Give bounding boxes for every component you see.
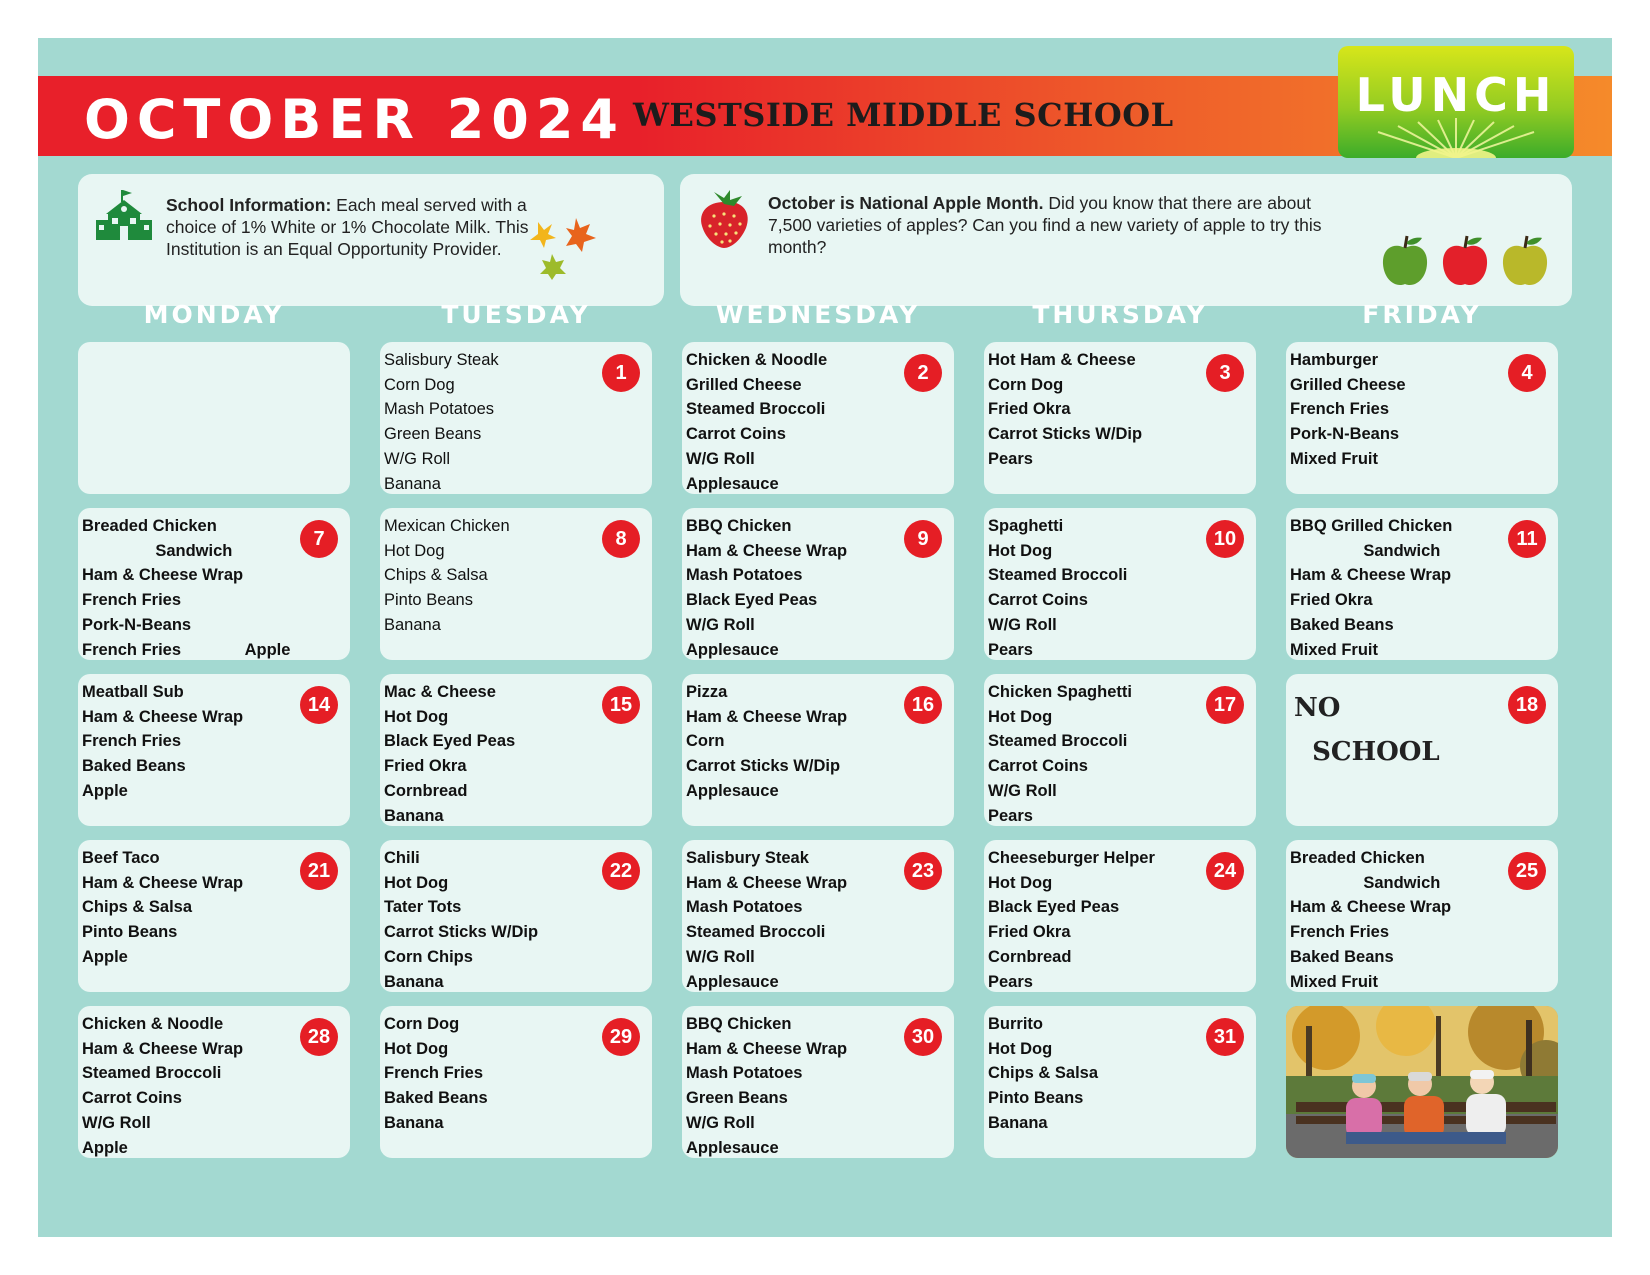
menu-item: Carrot Coins (82, 1089, 182, 1108)
menu-item: Black Eyed Peas (988, 898, 1120, 917)
day-cell-17 (984, 674, 1256, 826)
lunch-badge (1338, 46, 1574, 158)
menu-item: Carrot Coins (988, 591, 1088, 610)
menu-item: Corn (686, 732, 725, 751)
menu-item: W/G Roll (82, 1113, 151, 1132)
menu-item: Pears (988, 640, 1033, 659)
menu-item: Beef Taco (82, 849, 160, 867)
menu-items-list (384, 1012, 488, 1136)
menu-item: Corn Dog (384, 375, 455, 394)
menu-item: Fried Okra (988, 923, 1071, 942)
menu-item: Pizza (686, 683, 728, 701)
menu-item: Carrot Sticks W/Dip (988, 425, 1143, 444)
date-badge: 23 (904, 852, 942, 890)
menu-items-list (1290, 348, 1406, 472)
school-info-lead: School Information: (166, 195, 332, 215)
menu-item: W/G Roll (988, 615, 1057, 634)
menu-item: BBQ Grilled Chicken (1290, 517, 1453, 535)
menu-item: Banana (384, 1113, 444, 1132)
menu-item: Banana (988, 1113, 1048, 1132)
month-title: OCTOBER 2024 (84, 88, 625, 151)
date-badge: 8 (602, 520, 640, 558)
date-badge: 30 (904, 1018, 942, 1056)
day-header-thursday: THURSDAY (1032, 300, 1208, 329)
menu-item: Ham & Cheese Wrap (1290, 566, 1452, 585)
menu-item: Corn Dog (384, 1015, 460, 1033)
menu-item: Pears (988, 972, 1033, 991)
menu-item: W/G Roll (988, 781, 1057, 800)
school-info-body: Each meal served with a choice of 1% White or 1% Chocolate Milk. This Institution is an Equal Opportunity Provider. (166, 195, 529, 259)
date-badge: 16 (904, 686, 942, 724)
strawberry-icon (694, 188, 754, 250)
date-badge: 22 (602, 852, 640, 890)
menu-item: Hot Dog (384, 1039, 449, 1058)
menu-item: Mixed Fruit (1290, 972, 1379, 991)
menu-item: Ham & Cheese Wrap (82, 873, 244, 892)
menu-item: Ham & Cheese Wrap (82, 707, 244, 726)
menu-item: Hot Ham & Cheese (988, 351, 1136, 369)
date-badge: 2 (904, 354, 942, 392)
no-school-text: SCHOOL (1294, 737, 1440, 767)
date-badge: 15 (602, 686, 640, 724)
menu-items-list (82, 1012, 243, 1158)
menu-items-list (82, 846, 243, 970)
menu-item: Applesauce (686, 474, 779, 493)
menu-item: Pork-N-Beans (1290, 425, 1400, 444)
date-badge: 28 (300, 1018, 338, 1056)
menu-item: Pinto Beans (384, 591, 473, 610)
day-cell-31 (984, 1006, 1256, 1158)
kids-park-photo (1286, 1006, 1558, 1158)
menu-item: Pinto Beans (82, 923, 178, 942)
date-badge: 25 (1508, 852, 1546, 890)
menu-item: Mac & Cheese (384, 683, 496, 701)
menu-item: Mixed Fruit (1290, 640, 1379, 659)
menu-item: Baked Beans (82, 757, 186, 776)
day-cell-24 (984, 840, 1256, 992)
day-cell-16 (682, 674, 954, 826)
menu-item: French Fries (1290, 923, 1390, 942)
menu-item: Hot Dog (384, 873, 449, 892)
menu-item: French Fries (82, 732, 182, 751)
no-school-notice (1294, 686, 1440, 774)
menu-item: Green Beans (384, 425, 482, 444)
autumn-leaves-icon (528, 216, 598, 280)
date-badge: 21 (300, 852, 338, 890)
school-info-box (78, 174, 664, 306)
menu-item: Pinto Beans (988, 1089, 1084, 1108)
menu-item: Hot Dog (384, 707, 449, 726)
menu-item: Pears (988, 806, 1033, 825)
school-name: WESTSIDE MIDDLE SCHOOL (633, 96, 1174, 134)
menu-item: Ham & Cheese Wrap (686, 541, 848, 560)
menu-items-list (384, 846, 538, 992)
date-badge: 1 (602, 354, 640, 392)
menu-item: Applesauce (686, 972, 779, 991)
menu-items-list (686, 680, 847, 804)
menu-item: Steamed Broccoli (988, 566, 1128, 585)
menu-items-list (686, 1012, 847, 1158)
menu-item: Breaded Chicken (82, 517, 217, 535)
menu-item: Applesauce (686, 1138, 779, 1157)
day-cell-14 (78, 674, 350, 826)
menu-item: Green Beans (686, 1089, 788, 1108)
day-cell-21 (78, 840, 350, 992)
menu-item: Chicken Spaghetti (988, 683, 1132, 701)
day-cell-11 (1286, 508, 1558, 660)
menu-item: Apple (82, 1138, 128, 1157)
menu-item: Chicken & Noodle (686, 351, 828, 369)
menu-items-list (988, 846, 1155, 992)
green-apple-icon (1380, 234, 1430, 288)
day-header-tuesday: TUESDAY (441, 300, 591, 329)
day-cell-28 (78, 1006, 350, 1158)
apple-month-box (680, 174, 1572, 306)
menu-item: BBQ Chicken (686, 517, 792, 535)
menu-item: Mash Potatoes (686, 566, 803, 585)
menu-item: Chicken & Noodle (82, 1015, 224, 1033)
empty-day-cell (78, 342, 350, 494)
menu-items-list (384, 348, 499, 494)
lunch-label: LUNCH (1355, 68, 1557, 122)
menu-item: Pork-N-Beans (82, 615, 192, 634)
date-badge: 3 (1206, 354, 1244, 392)
menu-item: Carrot Sticks W/Dip (384, 923, 539, 942)
menu-item: French Fries (82, 591, 182, 610)
menu-item: Sandwich (1290, 541, 1441, 560)
menu-item: Chips & Salsa (988, 1064, 1099, 1083)
menu-item: W/G Roll (686, 947, 755, 966)
date-badge: 10 (1206, 520, 1244, 558)
menu-item: Hot Dog (384, 541, 445, 560)
day-cell-18 (1286, 674, 1558, 826)
day-header-friday: FRIDAY (1362, 300, 1482, 329)
menu-item: Hot Dog (988, 873, 1053, 892)
apple-month-lead: October is National Apple Month. (768, 193, 1044, 213)
menu-items-list (1290, 514, 1452, 660)
menu-item: Mash Potatoes (686, 1064, 803, 1083)
menu-item: Cheeseburger Helper (988, 849, 1155, 867)
menu-calendar-page (38, 38, 1612, 1237)
menu-item: Breaded Chicken (1290, 849, 1425, 867)
menu-item: Grilled Cheese (686, 375, 802, 394)
menu-item: Burrito (988, 1015, 1043, 1033)
menu-item: Corn Chips (384, 947, 473, 966)
menu-item: Mash Potatoes (384, 400, 495, 419)
menu-item: Salisbury Steak (686, 849, 809, 867)
menu-items-list (384, 514, 510, 638)
menu-item: Chili (384, 849, 420, 867)
menu-item: French Fries (384, 1064, 484, 1083)
menu-item: W/G Roll (384, 449, 450, 468)
yellow-apple-icon (1500, 234, 1550, 288)
menu-item: Cornbread (988, 947, 1072, 966)
menu-item: Banana (384, 615, 441, 634)
day-cell-9 (682, 508, 954, 660)
menu-item: French Fries (1290, 400, 1390, 419)
school-info-text (166, 194, 546, 260)
menu-item: BBQ Chicken (686, 1015, 792, 1033)
menu-item: Steamed Broccoli (686, 400, 826, 419)
menu-item: Cornbread (384, 781, 468, 800)
menu-item: Salisbury Steak (384, 351, 499, 369)
day-cell-23 (682, 840, 954, 992)
day-header-monday: MONDAY (143, 300, 285, 329)
menu-item: Steamed Broccoli (82, 1064, 222, 1083)
menu-item: Steamed Broccoli (686, 923, 826, 942)
menu-item: W/G Roll (686, 615, 755, 634)
menu-items-list (686, 846, 847, 992)
menu-item: Hot Dog (988, 1039, 1053, 1058)
menu-item: Banana (384, 806, 444, 825)
date-badge: 11 (1508, 520, 1546, 558)
date-badge: 4 (1508, 354, 1546, 392)
menu-item: Baked Beans (1290, 615, 1394, 634)
menu-item: Banana (384, 474, 441, 493)
menu-item: Fried Okra (384, 757, 467, 776)
menu-item: Ham & Cheese Wrap (1290, 898, 1452, 917)
day-cell-2 (682, 342, 954, 494)
date-badge: 9 (904, 520, 942, 558)
menu-item: Pears (988, 449, 1033, 468)
day-cell-30 (682, 1006, 954, 1158)
menu-items-list (384, 680, 515, 826)
menu-item: Steamed Broccoli (988, 732, 1128, 751)
menu-item: Mixed Fruit (1290, 449, 1379, 468)
menu-item: W/G Roll (686, 1113, 755, 1132)
day-cell-29 (380, 1006, 652, 1158)
no-school-text: NO (1294, 693, 1341, 723)
menu-item: Ham & Cheese Wrap (82, 566, 244, 585)
menu-item: Ham & Cheese Wrap (686, 1039, 848, 1058)
menu-item: Tater Tots (384, 898, 462, 917)
menu-item: Black Eyed Peas (686, 591, 818, 610)
menu-item: Ham & Cheese Wrap (686, 873, 848, 892)
menu-item: Hot Dog (988, 707, 1053, 726)
menu-item: Fried Okra (988, 400, 1071, 419)
day-cell-25 (1286, 840, 1558, 992)
menu-item: Meatball Sub (82, 683, 184, 701)
day-cell-7 (78, 508, 350, 660)
menu-item: Black Eyed Peas (384, 732, 516, 751)
day-cell-15 (380, 674, 652, 826)
menu-item: Hot Dog (988, 541, 1053, 560)
day-cell-8 (380, 508, 652, 660)
date-badge: 7 (300, 520, 338, 558)
menu-items-list (1290, 846, 1451, 992)
menu-items-list (686, 514, 847, 660)
apple-month-body: Did you know that there are about 7,500 varieties of apples? Can you find a new variety of apple to try this month? (768, 193, 1322, 257)
menu-item: Applesauce (686, 781, 779, 800)
apple-month-text (768, 192, 1358, 258)
day-cell-10 (984, 508, 1256, 660)
menu-item: Spaghetti (988, 517, 1064, 535)
date-badge: 24 (1206, 852, 1244, 890)
menu-items-list (988, 680, 1132, 826)
menu-item: Apple (82, 781, 128, 800)
menu-item: Chips & Salsa (82, 898, 193, 917)
menu-item: Applesauce (686, 640, 779, 659)
date-badge: 31 (1206, 1018, 1244, 1056)
menu-item: Mexican Chicken (384, 517, 510, 535)
date-badge: 17 (1206, 686, 1244, 724)
menu-item: Carrot Coins (988, 757, 1088, 776)
day-cell-4 (1286, 342, 1558, 494)
red-apple-icon (1440, 234, 1490, 288)
menu-item: Sandwich (1290, 873, 1441, 892)
menu-items-list (988, 348, 1142, 472)
menu-items-list (82, 514, 290, 660)
menu-items-list (82, 680, 243, 804)
menu-item: Baked Beans (1290, 947, 1394, 966)
menu-item: Chips & Salsa (384, 566, 488, 585)
schoolhouse-icon (94, 188, 154, 244)
menu-item: Ham & Cheese Wrap (82, 1039, 244, 1058)
menu-item: Banana (384, 972, 444, 991)
menu-item: Apple (82, 947, 128, 966)
day-header-wednesday: WEDNESDAY (715, 300, 921, 329)
menu-item: Baked Beans (384, 1089, 488, 1108)
menu-item: Corn Dog (988, 375, 1064, 394)
menu-item: Mash Potatoes (686, 898, 803, 917)
date-badge: 29 (602, 1018, 640, 1056)
date-badge: 18 (1508, 686, 1546, 724)
menu-item: French Fries Apple (82, 640, 291, 659)
date-badge: 14 (300, 686, 338, 724)
menu-item: Carrot Sticks W/Dip (686, 757, 841, 776)
menu-items-list (686, 348, 827, 494)
menu-item: Fried Okra (1290, 591, 1373, 610)
menu-item: Sandwich (82, 541, 233, 560)
menu-items-list (988, 1012, 1098, 1136)
menu-items-list (988, 514, 1127, 660)
menu-item: Hamburger (1290, 351, 1379, 369)
day-cell-22 (380, 840, 652, 992)
day-cell-3 (984, 342, 1256, 494)
menu-item: Carrot Coins (686, 425, 786, 444)
menu-item: Grilled Cheese (1290, 375, 1406, 394)
menu-item: W/G Roll (686, 449, 755, 468)
menu-item: Ham & Cheese Wrap (686, 707, 848, 726)
day-cell-1 (380, 342, 652, 494)
